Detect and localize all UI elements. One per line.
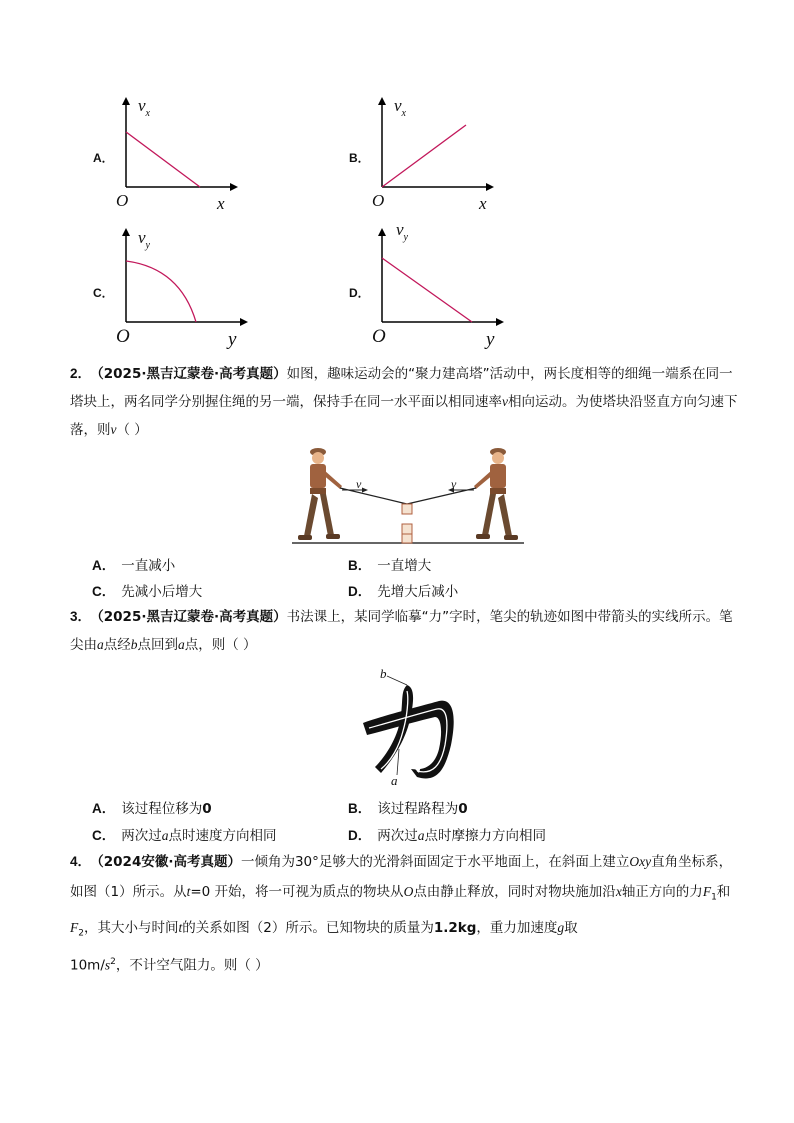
fig-label-v-left: v <box>356 477 362 491</box>
question-text: 点，则（ ） <box>184 637 257 653</box>
graph-b-xlabel: x <box>479 194 487 213</box>
var-a: a <box>97 637 104 652</box>
graph-d-origin: O <box>372 326 386 347</box>
graph-a-xlabel: x <box>217 194 225 213</box>
var-v: v <box>110 422 117 437</box>
tower-block-bottom <box>402 534 412 543</box>
question-text: 直角坐标系，如图（1）所示。从 <box>70 854 733 900</box>
question-text: 一倾角为 <box>240 854 295 870</box>
graph-c <box>110 228 250 338</box>
q2-option-a[interactable]: A． 一直减小 <box>92 558 176 574</box>
var-oxy: Oxy <box>629 854 652 869</box>
var-f2-sub: 2 <box>78 928 84 939</box>
tower-block-mid <box>402 524 412 534</box>
var-o: O <box>403 884 414 899</box>
question-4 <box>70 847 740 981</box>
fig-label-v-right: v <box>451 477 457 491</box>
q3-figure <box>355 665 465 794</box>
graph-curve <box>126 261 196 322</box>
fig-label-b: b <box>380 666 387 681</box>
graph-d-ylabel: $v_y$ <box>396 220 408 243</box>
var-g: g <box>557 919 565 935</box>
angle-value: 30° <box>294 854 319 870</box>
question-text: 足够大的光滑斜面固定于水平地面上，在斜面上建立 <box>318 854 630 870</box>
y-axis-arrow-icon <box>378 228 386 236</box>
graph-a-ylabel: $v_x$ <box>138 96 150 119</box>
y-axis-arrow-icon <box>122 228 130 236</box>
x-axis-arrow-icon <box>240 318 248 326</box>
question-source: （2025·黑吉辽蒙卷·高考真题） <box>97 609 287 625</box>
graph-b <box>366 95 496 215</box>
right-person-icon <box>474 448 518 540</box>
question-text: 点回到 <box>137 637 178 653</box>
var-f1: F <box>702 884 712 899</box>
question-text: 点经 <box>103 637 131 653</box>
x-axis-arrow-icon <box>496 318 504 326</box>
question-text: 如图，趣味运动会的“聚力建高塔”活动中，两长度相等的细绳一端系在同一塔块上，两名同学分别握住绳的另一端，保持手在同一水平面以相同速率 <box>70 366 733 410</box>
question-text: ，重力加速度 <box>476 919 558 936</box>
a-pointer-line <box>397 749 399 775</box>
graph-line <box>382 125 466 187</box>
left-person-icon <box>298 448 342 540</box>
var-v: v <box>502 394 508 409</box>
question-text: 取 <box>564 919 578 936</box>
option-a-label: A． <box>93 151 114 165</box>
question-number: 3． <box>70 609 92 624</box>
q2-option-c[interactable]: C． 先减小后增大 <box>92 584 203 600</box>
question-number: 2． <box>70 366 92 381</box>
question-3 <box>70 603 740 659</box>
question-number: 4． <box>70 854 92 869</box>
gravity-value: 10m/ <box>70 957 105 974</box>
option-d-label: D． <box>349 286 370 300</box>
var-t: t <box>178 919 183 935</box>
question-source: （2024安徽·高考真题） <box>97 854 241 870</box>
question-source: （2025·黑吉辽蒙卷·高考真题） <box>97 366 287 382</box>
question-text: （ ） <box>116 422 148 438</box>
y-axis-arrow-icon <box>378 97 386 105</box>
calligraphy-li-icon <box>363 685 454 778</box>
question-text: =0 开始，将一可视为质点的物块从 <box>190 884 404 900</box>
unit-s: s <box>104 957 111 973</box>
q3-option-a[interactable]: A． 该过程位移为0 <box>92 801 212 817</box>
b-pointer-line <box>387 676 407 685</box>
graph-a-origin: O <box>116 191 129 210</box>
q3-option-c[interactable]: C． 两次过a点时速度方向相同 <box>92 828 277 844</box>
graph-d <box>366 228 506 338</box>
question-text: ，不计空气阻力。则（ ） <box>115 957 269 974</box>
question-text: 和 <box>716 884 731 900</box>
graph-c-xlabel: y <box>228 329 237 350</box>
q2-option-b[interactable]: B． 一直增大 <box>348 558 432 574</box>
x-axis-arrow-icon <box>230 183 238 191</box>
graph-d-xlabel: y <box>486 329 495 350</box>
var-x: x <box>615 884 622 899</box>
var-a: a <box>178 637 185 652</box>
tower-block-top <box>402 504 412 514</box>
var-f1-sub: 1 <box>711 892 717 903</box>
var-t: t <box>186 884 191 899</box>
graph-line <box>382 258 472 322</box>
question-text: 书法课上，某同学临摹“力”字时，笔尖的轨迹如图中带箭头的实线所示。笔尖由 <box>70 609 733 653</box>
q2-figure <box>290 440 530 554</box>
mass-value: 1.2kg <box>433 919 477 936</box>
graph-c-origin: O <box>116 326 130 347</box>
var-b: b <box>130 637 138 652</box>
unit-exponent: 2 <box>110 957 116 968</box>
fig-label-a: a <box>391 773 398 788</box>
question-text: ，其大小与时间 <box>83 919 179 936</box>
question-text: 点由静止释放，同时对物块施加沿 <box>413 884 616 900</box>
graph-line <box>126 132 200 187</box>
question-2 <box>70 360 740 444</box>
x-axis-arrow-icon <box>486 183 494 191</box>
y-axis-arrow-icon <box>122 97 130 105</box>
option-b-label: B． <box>349 151 370 165</box>
q3-option-d[interactable]: D． 两次过a点时摩擦力方向相同 <box>348 828 546 844</box>
question-text: 相向运动。为使塔块沿竖直方向匀速下落，则 <box>70 394 738 438</box>
var-f2: F <box>70 919 79 935</box>
graph-b-ylabel: $v_x$ <box>394 96 406 119</box>
question-text: 轴正方向的力 <box>621 884 703 900</box>
q2-option-d[interactable]: D． 先增大后减小 <box>348 584 459 600</box>
option-c-label: C． <box>93 286 114 300</box>
arrow-right-icon <box>362 488 368 493</box>
graph-b-origin: O <box>372 191 385 210</box>
q3-option-b[interactable]: B． 该过程路程为0 <box>348 801 468 817</box>
graph-c-ylabel: $v_y$ <box>138 228 150 251</box>
question-text: 的关系如图（2）所示。已知物块的质量为 <box>182 919 434 936</box>
